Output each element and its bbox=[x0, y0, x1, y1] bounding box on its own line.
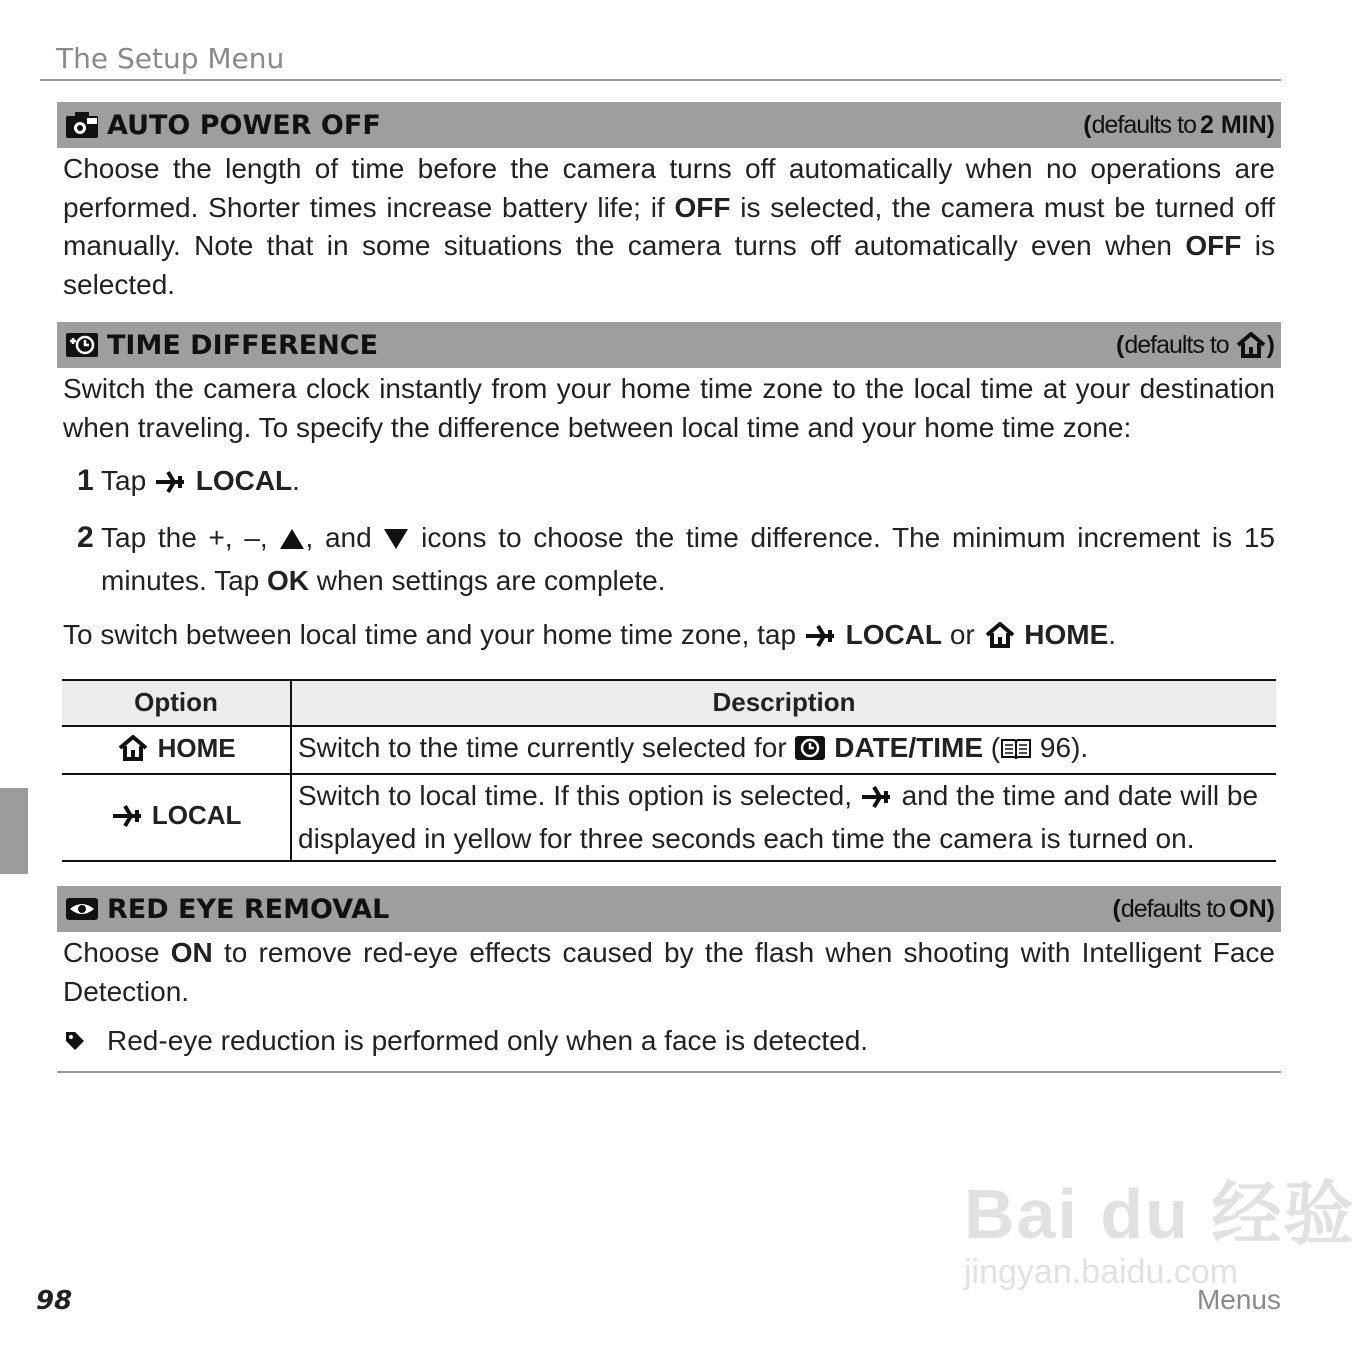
end-rule bbox=[57, 1071, 1281, 1073]
side-tab bbox=[0, 788, 28, 874]
time-difference-icon bbox=[65, 331, 99, 359]
switch-instruction: To switch between local time and your home time zone, tap LOCAL or HOME. bbox=[57, 614, 1281, 659]
note-tag-icon bbox=[63, 1029, 93, 1053]
red-eye-removal-body: Choose ON to remove red-eye effects caused by the flash when shooting with Intelligent Face Detection. bbox=[63, 937, 1275, 1007]
auto-power-off-default: ( defaults to 2 MIN ) bbox=[1083, 110, 1275, 139]
options-table bbox=[62, 679, 1276, 863]
auto-power-off-title: AUTO POWER OFF bbox=[107, 109, 381, 141]
page-header-title: The Setup Menu bbox=[56, 42, 285, 75]
time-difference-default: ( defaults to ) bbox=[1115, 330, 1275, 359]
section-bar-auto-power-off bbox=[57, 102, 1281, 148]
watermark: Bai du 经验 jingyan.baidu.com bbox=[964, 1175, 1356, 1291]
step-2: 2 Tap the +, –, , and icons to choose the time difference. The minimum increment is 15 minutes. Tap OK when settings are complete. bbox=[77, 521, 1275, 596]
home-icon bbox=[983, 620, 1017, 659]
page-header bbox=[40, 42, 1281, 81]
plane-icon bbox=[804, 620, 838, 659]
section-bar-time-difference bbox=[57, 322, 1281, 368]
auto-power-off-body: Choose the length of time before the camera turns off automatically when no operations are performed. Shorter times increase battery life; if OFF is selected, the camera must be turned off manually. Note that in some situations the camera turns off automatically even when OFF is selected. bbox=[63, 153, 1275, 300]
plane-icon bbox=[154, 465, 188, 504]
section-bar-red-eye-removal bbox=[57, 886, 1281, 932]
time-difference-intro: Switch the camera clock instantly from your home time zone to the local time at your destination when traveling. To specify the difference between local time and your home time zone: bbox=[63, 373, 1275, 443]
up-triangle-icon bbox=[279, 522, 305, 561]
book-icon bbox=[1000, 733, 1032, 772]
plane-icon bbox=[860, 781, 894, 820]
plane-icon bbox=[111, 800, 145, 839]
table-row: LOCAL Switch to local time. If this option is selected, and the time and date will be displayed in yellow for three seconds each time the camera is turned on. bbox=[62, 774, 1276, 861]
default-prefix: defaults to bbox=[1091, 110, 1196, 139]
note bbox=[57, 1025, 1281, 1057]
down-triangle-icon bbox=[383, 522, 409, 561]
step-1: 1 Tap LOCAL. bbox=[57, 461, 1281, 504]
default-value: 2 MIN bbox=[1199, 110, 1267, 139]
eye-icon bbox=[65, 895, 99, 923]
red-eye-removal-title: RED EYE REMOVAL bbox=[107, 893, 390, 925]
column-header-option: Option bbox=[62, 680, 291, 726]
home-icon bbox=[116, 733, 150, 772]
table-row: HOME Switch to the time currently selected for DATE/TIME ( 96). bbox=[62, 726, 1276, 775]
time-difference-title: TIME DIFFERENCE bbox=[107, 329, 379, 361]
footer-section-label: Menus bbox=[1196, 1284, 1281, 1315]
red-eye-removal-default: ( defaults to ON ) bbox=[1112, 894, 1275, 923]
clock-icon bbox=[794, 733, 826, 772]
auto-power-off-icon bbox=[65, 111, 99, 139]
note-text: Red-eye reduction is performed only when a face is detected. bbox=[107, 1025, 869, 1056]
page-number: 98 bbox=[36, 1286, 73, 1316]
column-header-description: Description bbox=[291, 680, 1276, 726]
content bbox=[57, 102, 1281, 1073]
home-icon bbox=[1235, 332, 1267, 358]
